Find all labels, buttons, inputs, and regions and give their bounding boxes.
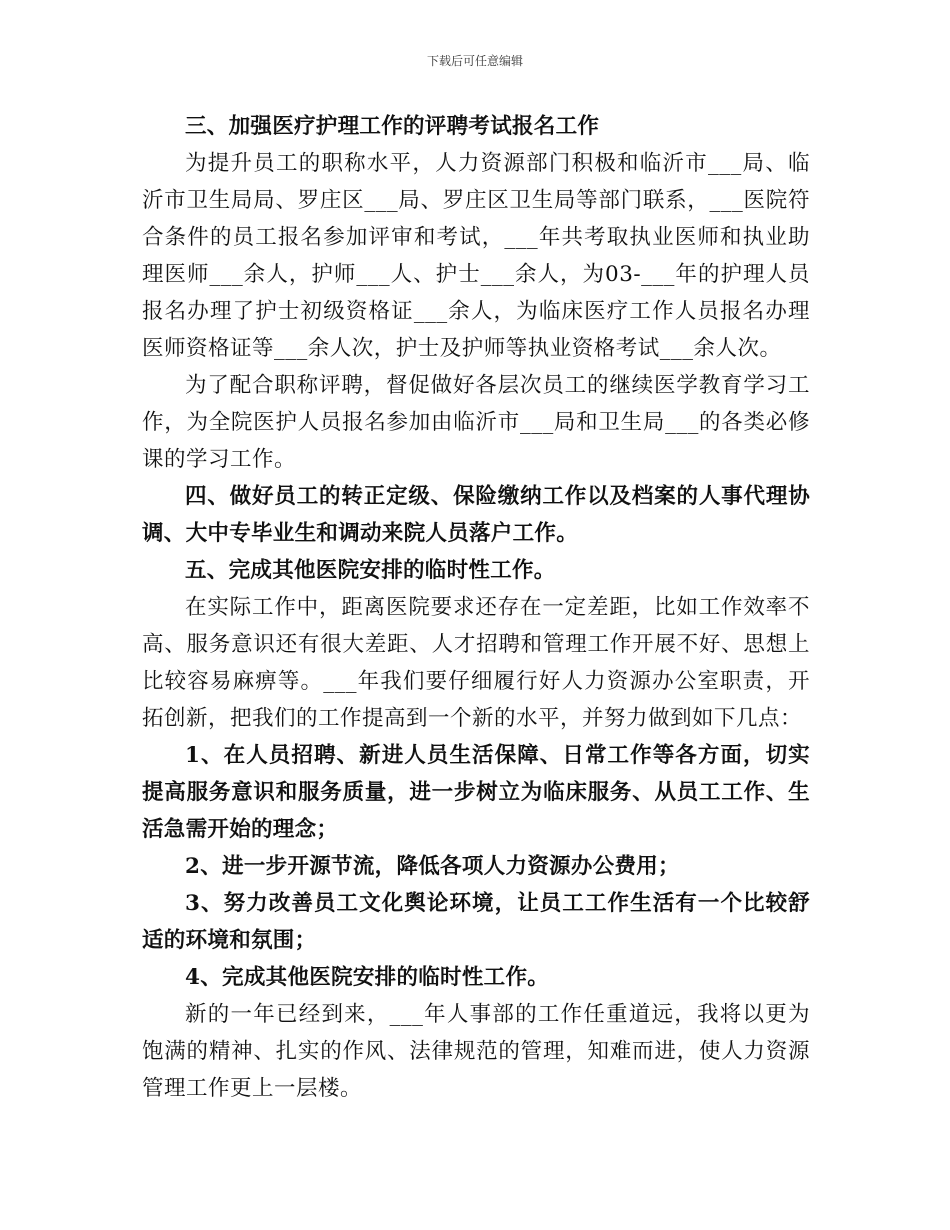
- list-item-4: 4、完成其他医院安排的临时性工作。: [185, 965, 550, 990]
- section-heading-4: 四、做好员工的转正定级、保险缴纳工作以及档案的人事代理协调、大中专毕业生和调动来院人员落户工作。: [142, 484, 810, 546]
- paragraph: 在实际工作中，距离医院要求还存在一定差距，比如工作效率不高、服务意识还有很大差距、人才招聘和管理工作开展不好、思想上比较容易麻痹等。___年我们要仔细履行好人力资源办公室职责，开拓创新，把我们的工作提高到一个新的水平，并努力做到如下几点：: [142, 595, 810, 731]
- section-heading-3: 三、加强医疗护理工作的评聘考试报名工作: [185, 114, 600, 139]
- paragraph: 新的一年已经到来，___年人事部的工作任重道远，我将以更为饱满的精神、扎实的作风、法律规范的管理，知难而进，使人力资源管理工作更上一层楼。: [142, 1002, 810, 1101]
- paragraph: 为了配合职称评聘，督促做好各层次员工的继续医学教育学习工作，为全院医护人员报名参加由临沂市___局和卫生局___的各类必修课的学习工作。: [142, 373, 810, 472]
- page-header: 下载后可任意编辑: [426, 54, 523, 68]
- list-item-1: 1、在人员招聘、新进人员生活保障、日常工作等各方面，切实提高服务意识和服务质量，进一步树立为临床服务、从员工工作、生活急需开始的理念；: [142, 743, 810, 842]
- list-item-3: 3、努力改善员工文化舆论环境，让员工工作生活有一个比较舒适的环境和氛围；: [142, 891, 810, 953]
- document-body: [142, 108, 810, 1107]
- section-heading-5: 五、完成其他医院安排的临时性工作。: [185, 558, 556, 583]
- list-item-2: 2、进一步开源节流，降低各项人力资源办公费用；: [185, 854, 680, 879]
- paragraph: 为提升员工的职称水平，人力资源部门积极和临沂市___局、临沂市卫生局局、罗庄区___局、罗庄区卫生局等部门联系，___医院符合条件的员工报名参加评审和考试，___年共考取执业医师和执业助理医师___余人，护师___人、护士___余人，为03-___年的护理人员报名办理了护士初级资格证___余人，为临床医疗工作人员报名办理医师资格证等___余人次，护士及护师等执业资格考试___余人次。: [142, 151, 810, 361]
